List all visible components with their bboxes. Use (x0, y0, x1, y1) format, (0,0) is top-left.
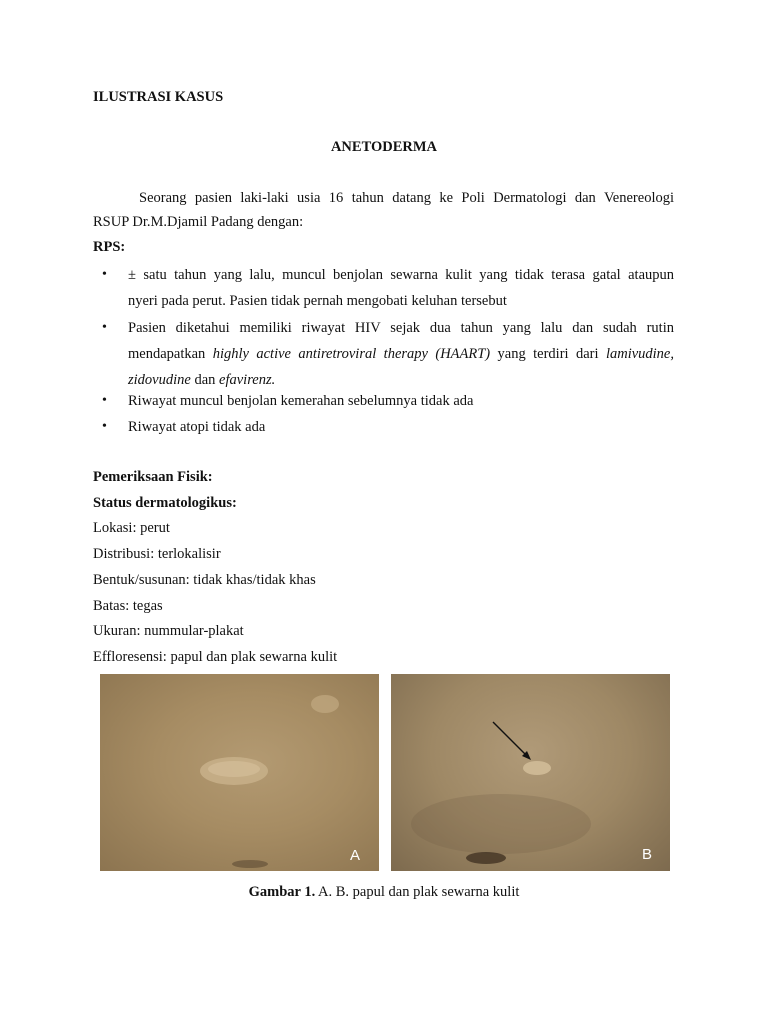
item2-drug-1: lamivudine, (605, 346, 674, 362)
item2-line2 (128, 341, 674, 367)
field-distribusi: Distribusi: terlokalisir (93, 546, 221, 563)
intro-line-2: RSUP Dr.M.Djamil Padang dengan: (93, 214, 304, 230)
bullet-icon: • (102, 419, 107, 434)
clinical-photo-a (100, 674, 379, 871)
item2-drug-3: efavirenz. (219, 372, 276, 388)
rps-label: RPS: (93, 239, 126, 255)
item3-text: Riwayat muncul benjolan kemerahan sebelumnya tidak ada (128, 393, 474, 409)
section-heading: ILUSTRASI KASUS (93, 89, 224, 105)
bullet-icon: • (102, 267, 107, 282)
item2-text-a: mendapatkan (128, 346, 213, 362)
status-label: Status dermatologikus: (93, 494, 237, 511)
intro-paragraph (93, 186, 674, 234)
photo-a-illustration (100, 674, 379, 871)
item1-line2: nyeri pada perut. Pasien tidak pernah mengobati keluhan tersebut (128, 293, 507, 309)
list-item (93, 262, 674, 314)
photo-a-label: A (350, 847, 361, 864)
list-item (93, 414, 674, 440)
field-lokasi: Lokasi: perut (93, 520, 170, 537)
item2-line1: Pasien diketahui memiliki riwayat HIV sejak dua tahun yang lalu dan sudah rutin (128, 320, 674, 336)
document-title: ANETODERMA (330, 139, 438, 155)
photo-b-illustration (391, 674, 670, 871)
item2-text-and: dan (190, 372, 220, 388)
item2-therapy: highly active antiretroviral therapy (HAART) (212, 346, 491, 362)
item2-text-c: yang terdiri dari (490, 346, 606, 362)
caption-label: Gambar 1. (248, 884, 316, 900)
arrow-line (493, 722, 529, 758)
clinical-photo-b (391, 674, 670, 871)
figure-caption (0, 883, 768, 901)
field-bentuk: Bentuk/susunan: tidak khas/tidak khas (93, 571, 316, 588)
photo-b-label: B (642, 846, 653, 863)
list-item (93, 388, 674, 414)
bullet-icon: • (102, 320, 107, 335)
item1-line1: ± satu tahun yang lalu, muncul benjolan sewarna kulit yang tidak terasa gatal ataupun (128, 267, 674, 283)
item2-drug-2: zidovudine (128, 372, 191, 388)
field-batas: Batas: tegas (93, 597, 163, 614)
field-ukuran: Ukuran: nummular-plakat (93, 623, 244, 640)
field-effloresensi: Effloresensi: papul dan plak sewarna kulit (93, 648, 338, 665)
caption-text: A. B. papul dan plak sewarna kulit (315, 884, 520, 900)
exam-label: Pemeriksaan Fisik: (93, 469, 213, 485)
bullet-icon: • (102, 393, 107, 408)
exam-section (93, 465, 337, 671)
list-item (93, 315, 674, 393)
intro-line-1: Seorang pasien laki-laki usia 16 tahun datang ke Poli Dermatologi dan Venereologi (139, 190, 674, 206)
item4-text: Riwayat atopi tidak ada (128, 419, 266, 435)
